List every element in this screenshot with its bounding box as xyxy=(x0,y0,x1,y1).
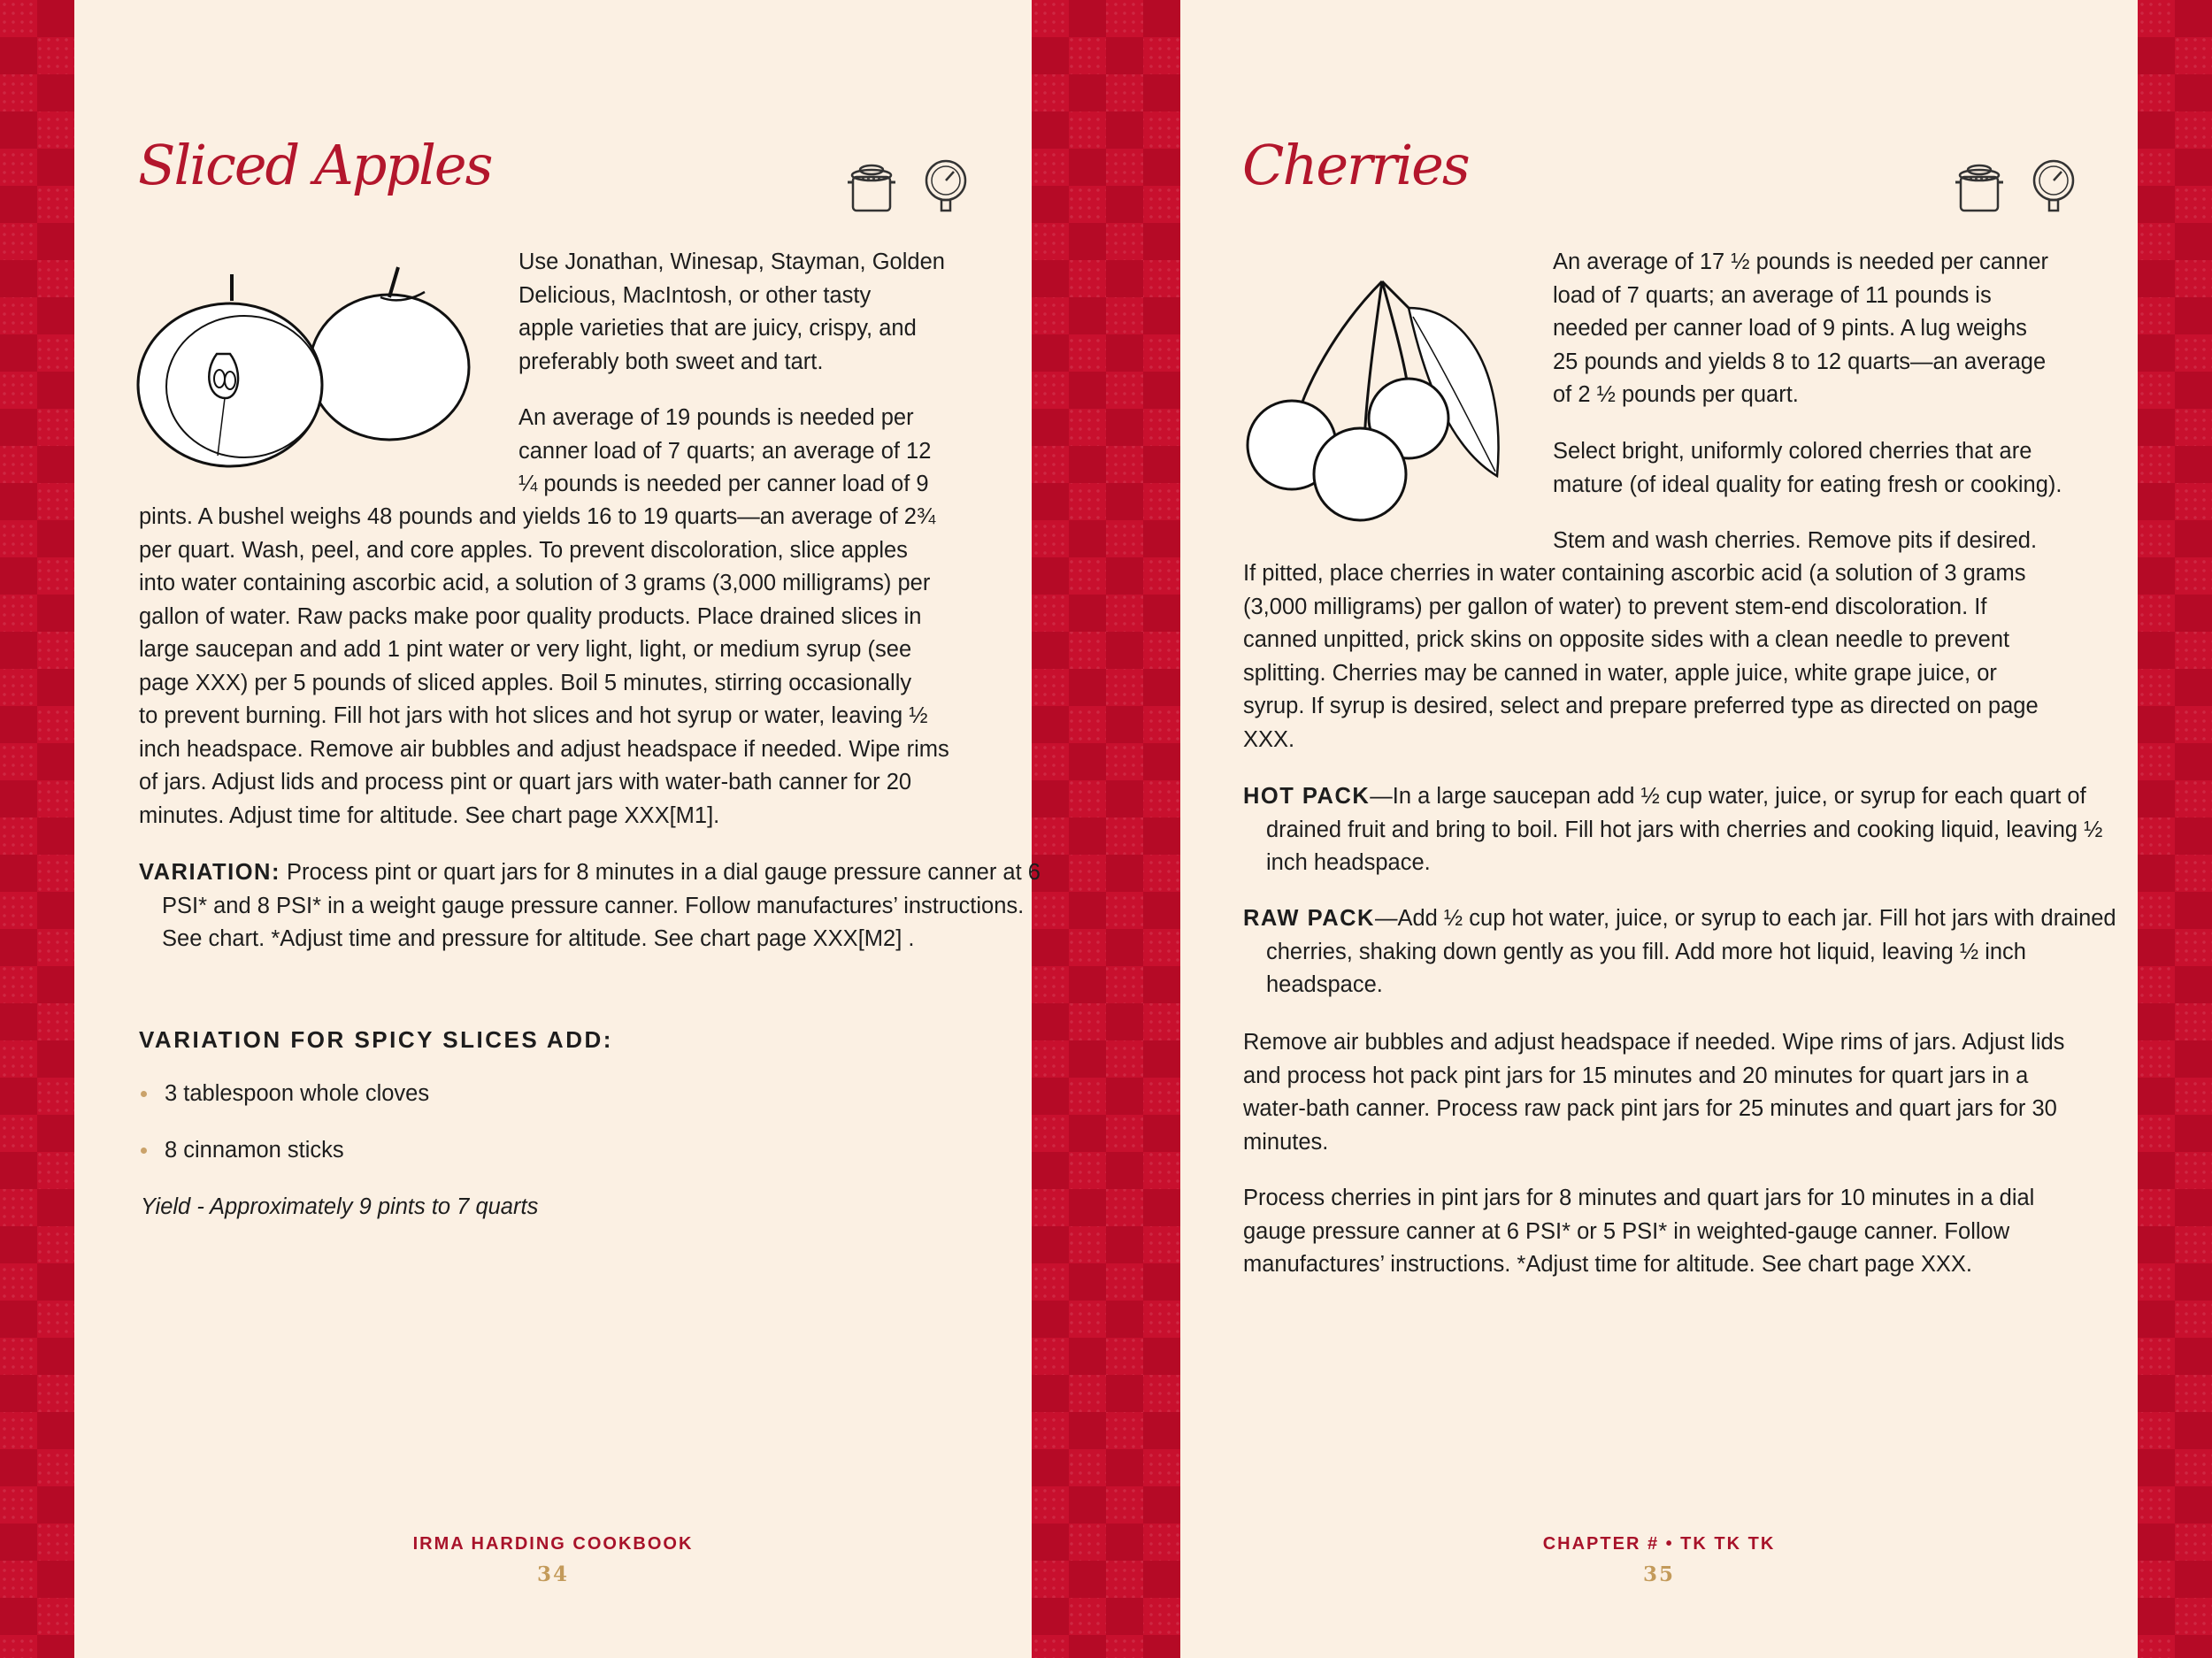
recipe-title: Cherries xyxy=(1242,133,1469,197)
intro-line: of 2 ½ pounds per quart. xyxy=(1553,382,1799,407)
intro-line: load of 7 quarts; an average of 11 pounds is xyxy=(1553,282,1992,308)
body-line: per quart. Wash, peel, and core apples. To prevent discoloration, slice apples xyxy=(139,537,908,563)
intro-line: needed per canner load of 9 pints. A lug weighs xyxy=(1553,316,2027,341)
hot-pack-label: HOT PACK xyxy=(1243,784,1371,809)
stem-line: Stem and wash cherries. Remove pits if desired. xyxy=(1553,528,2038,553)
intro-line: Delicious, MacIntosh, or other tasty xyxy=(518,282,872,308)
variation-text: Process pint or quart jars for 8 minutes in a dial gauge pressure canner at 6 PSI* and 8 PSI* in a weight gauge pressure canner. Follow manufactures’ instructions. See chart. *Adjust time and pressure for altitude. See chart page XXX[M2] . xyxy=(162,860,1041,951)
stem-line: XXX. xyxy=(1243,726,1295,752)
process-paragraph: Process cherries in pint jars for 8 minutes and quart jars for 10 minutes in a dial gauge pressure canner at 6 PSI* or 5 PSI* in weighted-gauge canner. Follow manufactures’ instructions. *Adjust time for altitude. See chart page XXX. xyxy=(1243,1186,2035,1277)
body-line: inch headspace. Remove air bubbles and adjust headspace if needed. Wipe rims xyxy=(139,736,949,762)
pressure-gauge-icon xyxy=(922,157,970,216)
raw-pack-text: —Add ½ cup hot water, juice, or syrup to each jar. Fill hot jars with drained cherries, shaking down gently as you fill. Add more hot liquid, leaving ½ inch headspace. xyxy=(1266,906,2116,997)
variation-label: VARIATION: xyxy=(139,860,280,885)
stem-line: canned unpitted, prick skins on opposite sides with a clean needle to prevent xyxy=(1243,627,2010,652)
running-head: IRMA HARDING COOKBOOK xyxy=(412,1534,694,1554)
right-page xyxy=(1180,0,2138,1658)
canner-pot-icon xyxy=(1954,159,2005,214)
body-line: gallon of water. Raw packs make poor quality products. Place drained slices in xyxy=(139,603,922,629)
bullet-icon xyxy=(141,1148,147,1154)
apple-illustration xyxy=(133,265,487,478)
body-line: of jars. Adjust lids and process pint or quart jars with water-bath canner for 20 xyxy=(139,770,912,794)
intro-line: 25 pounds and yields 8 to 12 quarts—an average xyxy=(1553,349,2047,374)
intro-paragraph xyxy=(1553,246,2048,412)
right-quilt-border xyxy=(2138,0,2212,1658)
page-number: 35 xyxy=(1642,1562,1675,1586)
intro-line: Use Jonathan, Winesap, Stayman, Golden xyxy=(518,249,945,274)
pressure-gauge-icon xyxy=(2030,157,2078,216)
canner-pot-icon xyxy=(846,159,897,214)
recipe-title: Sliced Apples xyxy=(138,133,492,197)
intro-paragraph xyxy=(518,246,945,379)
body-line: pints. A bushel weighs 48 pounds and yields 16 to 19 quarts—an average of 2¾ xyxy=(139,504,936,529)
list-item xyxy=(141,1081,429,1107)
page-number: 34 xyxy=(536,1562,569,1586)
hot-pack-text: —In a large saucepan add ½ cup water, juice, or syrup for each quart of drained fruit and bring to boil. Fill hot jars with cherries and cooking liquid, leaving ½ inch headspace. xyxy=(1266,784,2103,875)
intro-line: preferably both sweet and tart. xyxy=(518,349,824,374)
spicy-heading: VARIATION FOR SPICY SLICES ADD: xyxy=(139,1026,613,1053)
list-item-text: 3 tablespoon whole cloves xyxy=(165,1081,430,1106)
body-line: large saucepan and add 1 pint water or very light, light, or medium syrup (see xyxy=(139,637,912,662)
stem-line: syrup. If syrup is desired, select and prepare preferred type as directed on page xyxy=(1243,694,2039,718)
body-line: ¼ pounds is needed per canner load of 9 xyxy=(518,472,929,496)
stem-paragraph-first xyxy=(1553,525,2037,558)
body-line: canner load of 7 quarts; an average of 12 xyxy=(518,438,932,464)
body-line: into water containing ascorbic acid, a solution of 3 grams (3,000 milligrams) per xyxy=(139,571,931,595)
variation-paragraph xyxy=(139,856,1047,956)
body-line: to prevent burning. Fill hot jars with hot slices and hot syrup or water, leaving ½ xyxy=(139,703,928,728)
hot-pack-paragraph xyxy=(1243,780,2124,880)
select-paragraph xyxy=(1553,435,2062,502)
running-head: CHAPTER # • TK TK TK xyxy=(1542,1534,1776,1554)
stem-paragraph xyxy=(1243,557,2137,756)
yield-line: Yield - Approximately 9 pints to 7 quarts xyxy=(141,1194,539,1219)
list-item xyxy=(141,1138,344,1163)
intro-line: apple varieties that are juicy, crispy, and xyxy=(518,316,917,341)
stem-line: If pitted, place cherries in water containing ascorbic acid (a solution of 3 grams xyxy=(1243,561,2026,586)
body-paragraph xyxy=(139,501,1033,833)
raw-pack-paragraph xyxy=(1243,902,2124,1002)
intro-line: An average of 17 ½ pounds is needed per canner xyxy=(1553,249,2048,274)
cherries-illustration xyxy=(1240,272,1532,529)
list-item-text: 8 cinnamon sticks xyxy=(165,1138,344,1163)
stem-line: splitting. Cherries may be canned in water, apple juice, white grape juice, or xyxy=(1243,660,1997,686)
body-paragraph-wrapped xyxy=(518,402,931,502)
select-line: mature (of ideal quality for eating fresh or cooking). xyxy=(1553,472,2062,497)
left-quilt-border xyxy=(0,0,74,1658)
stem-line: (3,000 milligrams) per gallon of water) to prevent stem-end discoloration. If xyxy=(1243,594,1987,619)
select-line: Select bright, uniformly colored cherries that are xyxy=(1553,439,2032,464)
bullet-icon xyxy=(141,1091,147,1097)
raw-pack-label: RAW PACK xyxy=(1243,906,1375,931)
left-page xyxy=(74,0,1041,1658)
body-line: An average of 19 pounds is needed per xyxy=(518,405,914,430)
body-line: page XXX) per 5 pounds of sliced apples. Boil 5 minutes, stirring occasionally xyxy=(139,670,912,695)
center-quilt-border xyxy=(1032,0,1180,1658)
body-line: minutes. Adjust time for altitude. See chart page XXX[M1]. xyxy=(139,802,720,828)
remove-paragraph: Remove air bubbles and adjust headspace if needed. Wipe rims of jars. Adjust lids and process hot pack pint jars for 15 minutes and 20 minutes for quart jars in a water-bath canner. Process raw pack pint jars for 25 minutes and quart jars for 30 minutes. xyxy=(1243,1030,2065,1155)
